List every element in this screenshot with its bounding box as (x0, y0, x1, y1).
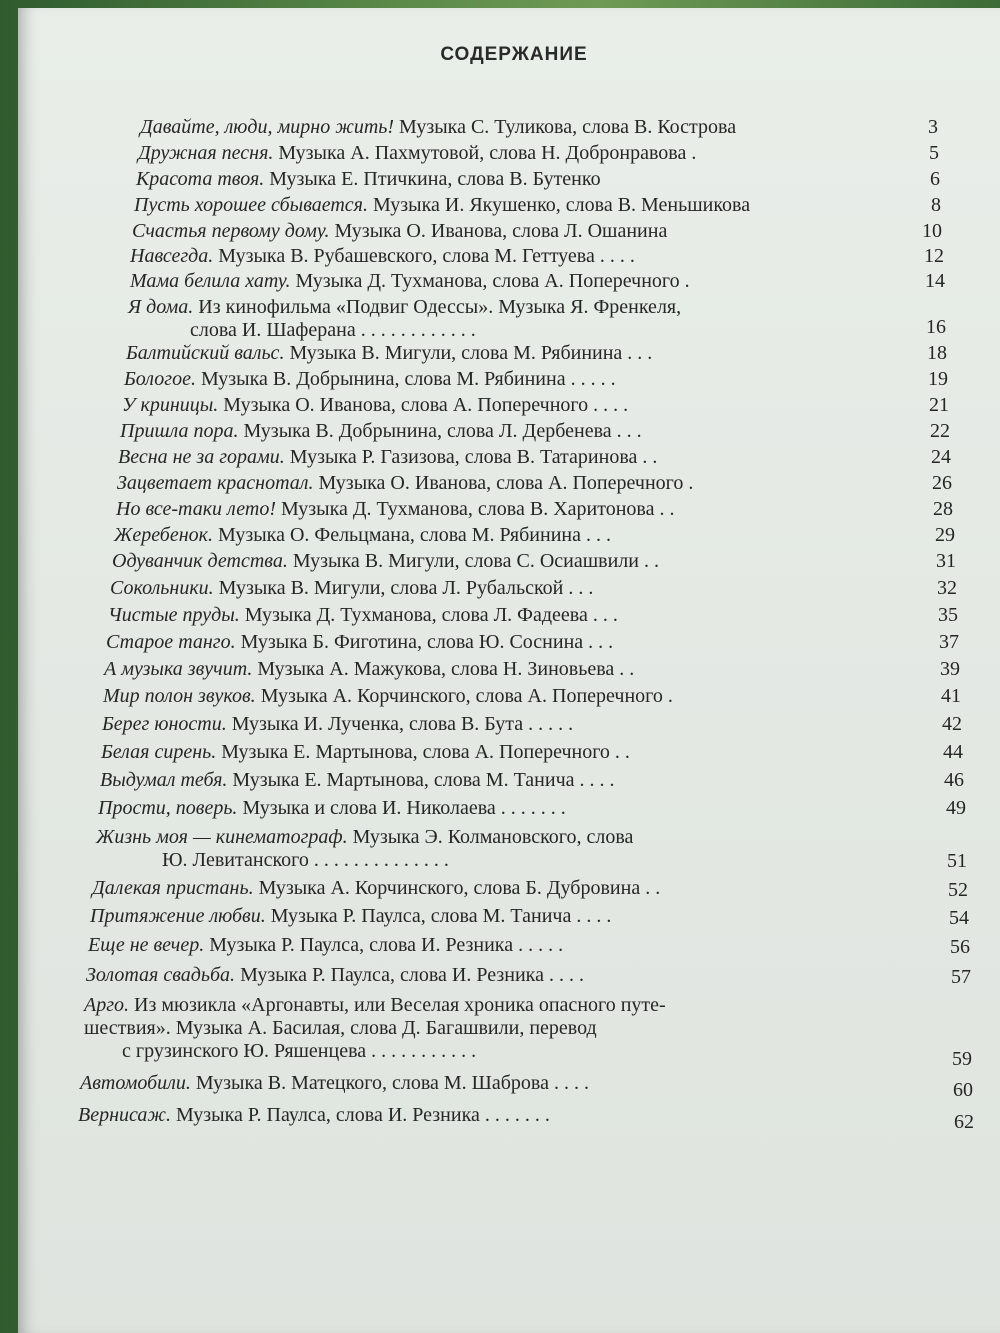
toc-entry (120, 420, 642, 442)
song-credits: Музыка Р. Паулса, слова М. Танича . . . . (265, 905, 612, 927)
song-credits: Музыка А. Мажукова, слова Н. Зиновьева . . (252, 658, 635, 680)
song-credits: Музыка А. Пахмутовой, слова Н. Добронравова . (273, 142, 697, 164)
page-number: 26 (932, 472, 952, 494)
song-credits: Музыка В. Мигули, слова М. Рябинина . . . (284, 342, 653, 364)
song-title: Берег юности. (102, 713, 227, 735)
song-title: Давайте, люди, мирно жить! (140, 116, 395, 138)
song-title: Зацветает краснотал. (117, 472, 314, 494)
song-title: Бологое. (124, 368, 196, 390)
page-number: 51 (947, 850, 967, 872)
page-number: 29 (935, 524, 955, 546)
page-number: 46 (944, 769, 964, 791)
page-title: СОДЕРЖАНИЕ (440, 44, 588, 65)
song-credits: Музыка Б. Фиготина, слова Ю. Соснина . . . (235, 631, 614, 653)
song-credits: Музыка Р. Паулса, слова И. Резника . . . . . (204, 934, 564, 956)
toc-entry (106, 631, 613, 653)
page-number: 31 (936, 550, 956, 572)
song-credits: Из кинофильма «Подвиг Одессы». Музыка Я. Френкеля, (193, 296, 682, 318)
toc-entry (80, 1072, 589, 1094)
song-credits: Музыка и слова И. Николаева . . . . . . . (237, 797, 566, 819)
toc-entry-continuation: слова И. Шаферана . . . . . . . . . . . . (190, 319, 476, 341)
toc-entry (92, 877, 660, 899)
song-credits: Музыка С. Туликова, слова В. Кострова (394, 116, 737, 138)
page-number: 60 (953, 1079, 973, 1101)
song-title: Белая сирень. (101, 741, 217, 763)
song-credits: Музыка Д. Тухманова, слова Л. Фадеева . . . (239, 604, 618, 626)
page-number: 52 (948, 879, 968, 901)
song-title: Прости, поверь. (98, 797, 238, 819)
toc-entry (100, 769, 615, 791)
song-title: Выдумал тебя. (100, 769, 228, 791)
song-credits: Музыка О. Иванова, слова А. Поперечного . (313, 472, 694, 494)
toc-entry (86, 964, 584, 986)
toc-entry-continuation: Ю. Левитанского . . . . . . . . . . . . . . (162, 849, 449, 871)
song-title: Чистые пруды. (108, 604, 240, 626)
song-credits: Музыка В. Мигули, слова Л. Рубальской . . . (213, 577, 594, 599)
toc-entry (130, 270, 690, 292)
song-title: Весна не за горами. (118, 446, 285, 468)
page-number: 3 (928, 116, 938, 138)
page-number: 24 (931, 446, 951, 468)
song-credits: Музыка Е. Птичкина, слова В. Бутенко (264, 168, 601, 190)
song-credits: Музыка В. Матецкого, слова М. Шаброва . . . . (190, 1072, 589, 1094)
toc-entry (126, 342, 652, 364)
toc-entry (78, 1104, 550, 1126)
page-number: 12 (924, 245, 944, 267)
page-number: 19 (928, 368, 948, 390)
toc-entry (132, 220, 667, 242)
page-number: 59 (952, 1048, 972, 1070)
toc-entry (98, 797, 566, 819)
toc-entry (108, 604, 618, 626)
toc-entry (116, 498, 674, 520)
page-number: 8 (931, 194, 941, 216)
page-number: 18 (927, 342, 947, 364)
page-number: 39 (940, 658, 960, 680)
page-number: 37 (939, 631, 959, 653)
toc-entry (118, 446, 657, 468)
page-number: 21 (929, 394, 949, 416)
song-title: Навсегда. (130, 245, 214, 267)
song-credits: Музыка В. Добрынина, слова Л. Дербенева . . . (238, 420, 642, 442)
page-number: 54 (949, 907, 969, 929)
song-title: У криницы. (122, 394, 219, 416)
toc-entry (124, 368, 616, 390)
page-number: 62 (954, 1111, 974, 1133)
toc-entry (101, 741, 630, 763)
page-number: 5 (929, 142, 939, 164)
song-title: Золотая свадьба. (86, 964, 236, 986)
toc-entry (102, 713, 573, 735)
song-credits: Музыка В. Добрынина, слова М. Рябинина . . . . . (195, 368, 616, 390)
song-credits: Музыка О. Иванова, слова Л. Ошанина (329, 220, 668, 242)
song-credits: Музыка Д. Тухманова, слова В. Харитонова . . (276, 498, 675, 520)
song-title: Далекая пристань. (92, 877, 254, 899)
song-credits: Музыка А. Корчинского, слова А. Поперечного . (255, 685, 673, 707)
toc-entry-continuation: шествия». Музыка А. Басилая, слова Д. Багашвили, перевод (84, 1017, 597, 1039)
page-number: 16 (926, 316, 946, 338)
song-credits: Музыка Д. Тухманова, слова А. Поперечного . (290, 270, 690, 292)
song-credits: Музыка Е. Мартынова, слова М. Танича . . . . (227, 769, 615, 791)
song-credits: Музыка И. Якушенко, слова В. Меньшикова (367, 194, 751, 216)
toc-entry (110, 577, 593, 599)
toc-entry (134, 194, 750, 216)
song-title: Жизнь моя — кинематограф. (96, 826, 348, 848)
song-title: Сокольники. (110, 577, 214, 599)
song-title: Я дома. (128, 296, 194, 318)
page-number: 6 (930, 168, 940, 190)
song-title: Мама белила хату. (130, 270, 291, 292)
page-number: 49 (946, 797, 966, 819)
song-title: Еще не вечер. (88, 934, 205, 956)
song-credits: Музыка О. Иванова, слова А. Поперечного . . . . (218, 394, 629, 416)
song-title: Одуванчик детства. (112, 550, 288, 572)
toc-entry (138, 142, 696, 164)
song-title: Мир полон звуков. (103, 685, 256, 707)
toc-entry (104, 658, 634, 680)
toc-entry (122, 394, 628, 416)
song-title: Красота твоя. (136, 168, 265, 190)
song-title: Вернисаж. (78, 1104, 171, 1126)
song-title: Но все-таки лето! (116, 498, 276, 520)
page-number: 56 (950, 936, 970, 958)
song-credits: Музыка Э. Колмановского, слова (347, 826, 634, 848)
song-title: Жеребенок. (114, 524, 214, 546)
toc-entry (96, 826, 633, 848)
song-title: А музыка звучит. (104, 658, 253, 680)
song-title: Арго. (84, 994, 130, 1016)
page-number: 28 (933, 498, 953, 520)
song-title: Притяжение любви. (90, 905, 266, 927)
toc-entry (114, 524, 611, 546)
toc-entry (140, 116, 736, 138)
song-credits: Музыка В. Мигули, слова С. Осиашвили . . (287, 550, 659, 572)
toc-entry (117, 472, 693, 494)
song-credits: Музыка О. Фельцмана, слова М. Рябинина . . . (213, 524, 611, 546)
toc-entry (136, 168, 601, 190)
toc-entry (90, 905, 611, 927)
page-number: 57 (951, 966, 971, 988)
song-credits: Музыка Р. Паулса, слова И. Резника . . . . . . . (170, 1104, 550, 1126)
song-credits: Музыка В. Рубашевского, слова М. Геттуева . . . . (213, 245, 635, 267)
page-number: 42 (942, 713, 962, 735)
toc-entry (128, 296, 681, 318)
toc-entry (103, 685, 673, 707)
toc-entry (88, 934, 563, 956)
song-credits: Музыка Р. Паулса, слова И. Резника . . . . (235, 964, 584, 986)
page-number: 32 (937, 577, 957, 599)
song-title: Автомобили. (80, 1072, 191, 1094)
song-title: Балтийский вальс. (126, 342, 285, 364)
page-number: 22 (930, 420, 950, 442)
page-number: 35 (938, 604, 958, 626)
song-title: Пусть хорошее сбывается. (134, 194, 368, 216)
page-number: 14 (925, 270, 945, 292)
song-credits: Музыка И. Лученка, слова В. Бута . . . . . (226, 713, 574, 735)
toc-entry (84, 994, 666, 1016)
song-credits: Из мюзикла «Аргонавты, или Веселая хроника опасного путе- (129, 994, 666, 1016)
page-number: 41 (941, 685, 961, 707)
song-title: Старое танго. (106, 631, 236, 653)
song-credits: Музыка Е. Мартынова, слова А. Поперечного . . (216, 741, 630, 763)
song-title: Пришла пора. (120, 420, 239, 442)
toc-entry-continuation: с грузинского Ю. Ряшенцева . . . . . . . . . . . (122, 1040, 477, 1062)
page-number: 44 (943, 741, 963, 763)
toc-entry (130, 245, 635, 267)
song-credits: Музыка А. Корчинского, слова Б. Дубровина . . (253, 877, 661, 899)
song-title: Дружная песня. (138, 142, 274, 164)
song-credits: Музыка Р. Газизова, слова В. Татаринова . . (284, 446, 658, 468)
song-title: Счастья первому дому. (132, 220, 330, 242)
page-number: 10 (922, 220, 942, 242)
toc-entry (112, 550, 659, 572)
